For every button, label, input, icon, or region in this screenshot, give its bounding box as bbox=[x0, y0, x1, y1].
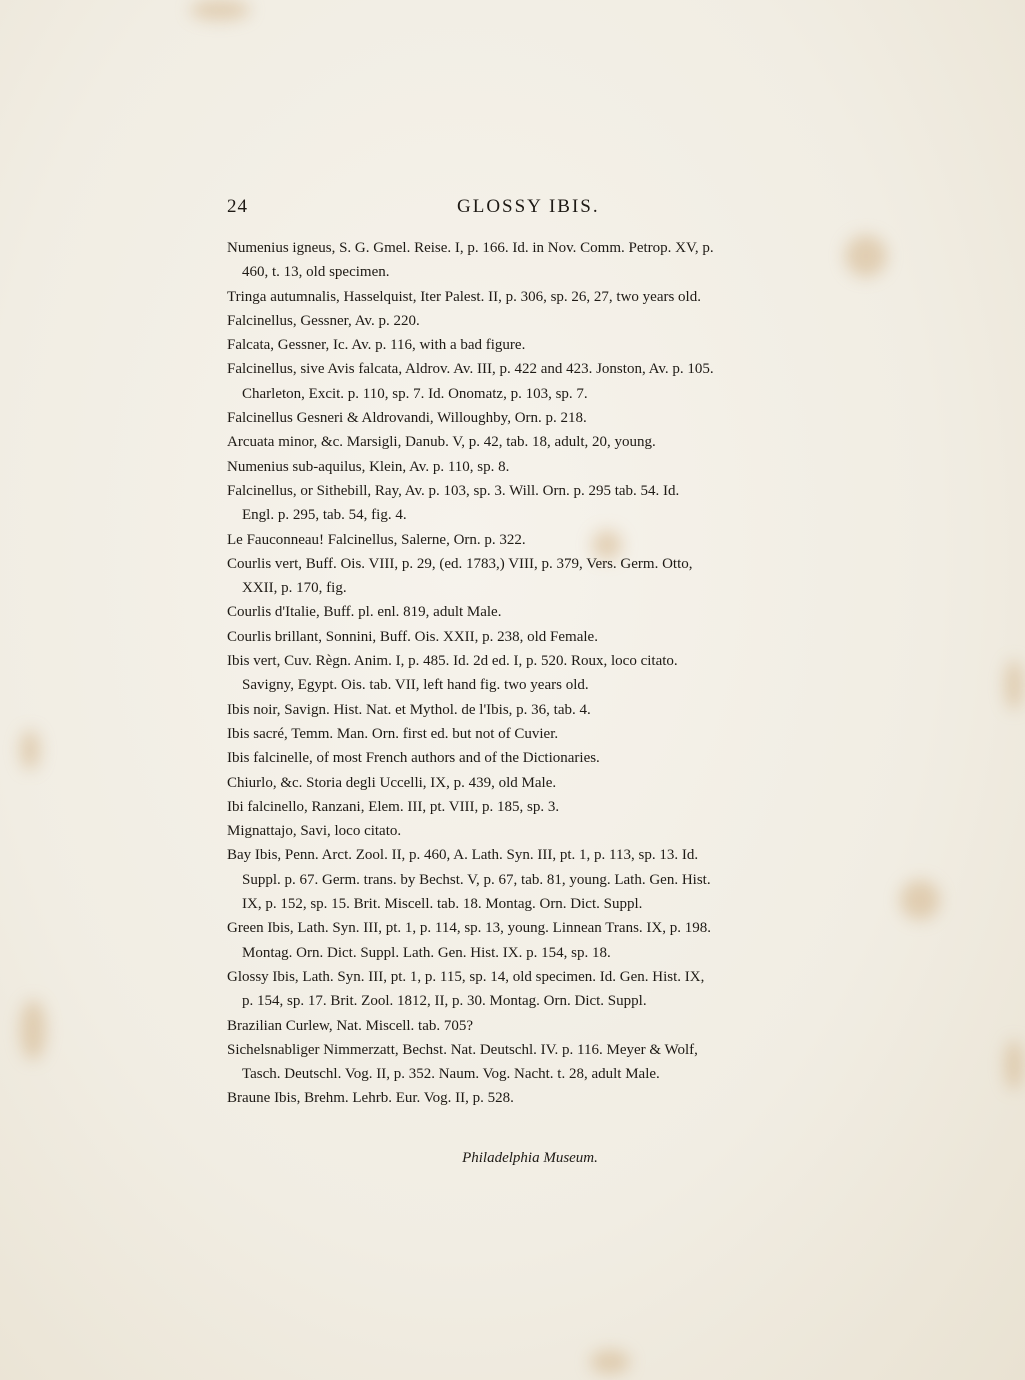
entry-continuation-line: XXII, p. 170, fig. bbox=[242, 580, 347, 597]
synonymy-entry bbox=[227, 746, 839, 770]
synonymy-entry bbox=[227, 600, 839, 624]
entry-first-line: Ibi falcinello, Ranzani, Elem. III, pt. VIII, p. 185, sp. 3. bbox=[227, 798, 560, 815]
entry-first-line: Ibis sacré, Temm. Man. Orn. first ed. but not of Cuvier. bbox=[227, 725, 559, 742]
synonymy-entry bbox=[227, 309, 839, 333]
entry-first-line: Courlis brillant, Sonnini, Buff. Ois. XXII, p. 238, old Female. bbox=[227, 628, 598, 645]
foxing-stain bbox=[20, 1000, 46, 1060]
entry-first-line: Ibis noir, Savign. Hist. Nat. et Mythol. de l'Ibis, p. 36, tab. 4. bbox=[227, 701, 591, 718]
entry-continuation-line: p. 154, sp. 17. Brit. Zool. 1812, II, p. 30. Montag. Orn. Dict. Suppl. bbox=[242, 993, 647, 1010]
entry-first-line: Ibis vert, Cuv. Règn. Anim. I, p. 485. Id. 2d ed. I, p. 520. Roux, loco citato. bbox=[227, 653, 678, 670]
foxing-stain bbox=[190, 0, 250, 20]
foxing-stain bbox=[590, 1350, 630, 1374]
foxing-stain bbox=[1005, 1040, 1023, 1090]
synonymy-entry bbox=[227, 819, 839, 843]
entry-first-line: Tringa autumnalis, Hasselquist, Iter Palest. II, p. 306, sp. 26, 27, two years old. bbox=[227, 288, 701, 305]
entry-first-line: Sichelsnabliger Nimmerzatt, Bechst. Nat. Deutschl. IV. p. 116. Meyer & Wolf, bbox=[227, 1041, 698, 1058]
synonymy-entry bbox=[227, 649, 839, 698]
synonymy-entry bbox=[227, 552, 839, 601]
entry-continuation-line: Montag. Orn. Dict. Suppl. Lath. Gen. Hist. IX. p. 154, sp. 18. bbox=[242, 944, 611, 961]
entry-first-line: Falcinellus, or Sithebill, Ray, Av. p. 103, sp. 3. Will. Orn. p. 295 tab. 54. Id. bbox=[227, 482, 680, 499]
synonymy-entry bbox=[227, 285, 839, 309]
synonymy-entry bbox=[227, 625, 839, 649]
entry-continuation-line: IX, p. 152, sp. 15. Brit. Miscell. tab. 18. Montag. Orn. Dict. Suppl. bbox=[242, 896, 643, 913]
synonymy-entry bbox=[227, 965, 839, 1014]
synonymy-entry bbox=[227, 1038, 839, 1087]
entry-first-line: Numenius sub-aquilus, Klein, Av. p. 110, sp. 8. bbox=[227, 458, 510, 475]
synonymy-entry bbox=[227, 843, 839, 916]
synonymy-entry bbox=[227, 1014, 839, 1038]
entry-first-line: Mignattajo, Savi, loco citato. bbox=[227, 823, 402, 840]
entry-first-line: Glossy Ibis, Lath. Syn. III, pt. 1, p. 115, sp. 14, old specimen. Id. Gen. Hist. IX, bbox=[227, 968, 705, 985]
synonymy-entry bbox=[227, 479, 839, 528]
entry-first-line: Bay Ibis, Penn. Arct. Zool. II, p. 460, A. Lath. Syn. III, pt. 1, p. 113, sp. 13. Id. bbox=[227, 847, 699, 864]
entry-first-line: Brazilian Curlew, Nat. Miscell. tab. 705? bbox=[227, 1017, 474, 1034]
credit-line: Philadelphia Museum. bbox=[462, 1150, 598, 1166]
entry-continuation-line: 460, t. 13, old specimen. bbox=[242, 264, 390, 281]
entry-first-line: Braune Ibis, Brehm. Lehrb. Eur. Vog. II, p. 528. bbox=[227, 1090, 514, 1107]
foxing-stain bbox=[20, 730, 40, 770]
entry-first-line: Chiurlo, &c. Storia degli Uccelli, IX, p. 439, old Male. bbox=[227, 774, 557, 791]
entry-first-line: Ibis falcinelle, of most French authors and of the Dictionaries. bbox=[227, 750, 600, 767]
entry-continuation-line: Suppl. p. 67. Germ. trans. by Bechst. V, p. 67, tab. 81, young. Lath. Gen. Hist. bbox=[242, 871, 711, 888]
page-number: 24 bbox=[227, 196, 248, 217]
synonymy-entry bbox=[227, 236, 839, 285]
entry-first-line: Courlis vert, Buff. Ois. VIII, p. 29, (ed. 1783,) VIII, p. 379, Vers. Germ. Otto, bbox=[227, 555, 693, 572]
synonymy-entry bbox=[227, 722, 839, 746]
entry-first-line: Falcata, Gessner, Ic. Av. p. 116, with a bad figure. bbox=[227, 337, 526, 354]
foxing-stain bbox=[1005, 660, 1023, 710]
synonymy-entry bbox=[227, 430, 839, 454]
page-header bbox=[227, 196, 833, 222]
entry-first-line: Numenius igneus, S. G. Gmel. Reise. I, p. 166. Id. in Nov. Comm. Petrop. XV, p. bbox=[227, 240, 714, 256]
entry-first-line: Courlis d'Italie, Buff. pl. enl. 819, adult Male. bbox=[227, 604, 502, 621]
entry-first-line: Le Fauconneau! Falcinellus, Salerne, Orn. p. 322. bbox=[227, 531, 526, 548]
synonymy-entry bbox=[227, 528, 839, 552]
synonymy-entry bbox=[227, 795, 839, 819]
synonymy-entry bbox=[227, 333, 839, 357]
entry-first-line: Falcinellus, sive Avis falcata, Aldrov. Av. III, p. 422 and 423. Jonston, Av. p. 105. bbox=[227, 361, 714, 378]
foxing-stain bbox=[900, 880, 940, 920]
synonymy-entry bbox=[227, 698, 839, 722]
entry-continuation-line: Engl. p. 295, tab. 54, fig. 4. bbox=[242, 507, 407, 524]
entry-continuation-line: Charleton, Excit. p. 110, sp. 7. Id. Onomatz, p. 103, sp. 7. bbox=[242, 385, 588, 402]
synonymy-entry bbox=[227, 771, 839, 795]
synonymy-entry bbox=[227, 357, 839, 406]
entry-continuation-line: Savigny, Egypt. Ois. tab. VII, left hand fig. two years old. bbox=[242, 677, 589, 694]
entry-continuation-line: Tasch. Deutschl. Vog. II, p. 352. Naum. Vog. Nacht. t. 28, adult Male. bbox=[242, 1066, 660, 1083]
synonymy-entry bbox=[227, 1086, 839, 1110]
foxing-stain bbox=[845, 235, 887, 277]
entry-first-line: Falcinellus Gesneri & Aldrovandi, Willoughby, Orn. p. 218. bbox=[227, 410, 587, 427]
synonymy-list bbox=[227, 236, 839, 1111]
synonymy-entry bbox=[227, 406, 839, 430]
entry-first-line: Arcuata minor, &c. Marsigli, Danub. V, p. 42, tab. 18, adult, 20, young. bbox=[227, 434, 656, 451]
synonymy-entry bbox=[227, 916, 839, 965]
entry-first-line: Green Ibis, Lath. Syn. III, pt. 1, p. 114, sp. 13, young. Linnean Trans. IX, p. 198. bbox=[227, 920, 711, 937]
entry-first-line: Falcinellus, Gessner, Av. p. 220. bbox=[227, 312, 420, 329]
synonymy-entry bbox=[227, 455, 839, 479]
running-title: GLOSSY IBIS. bbox=[457, 196, 600, 217]
